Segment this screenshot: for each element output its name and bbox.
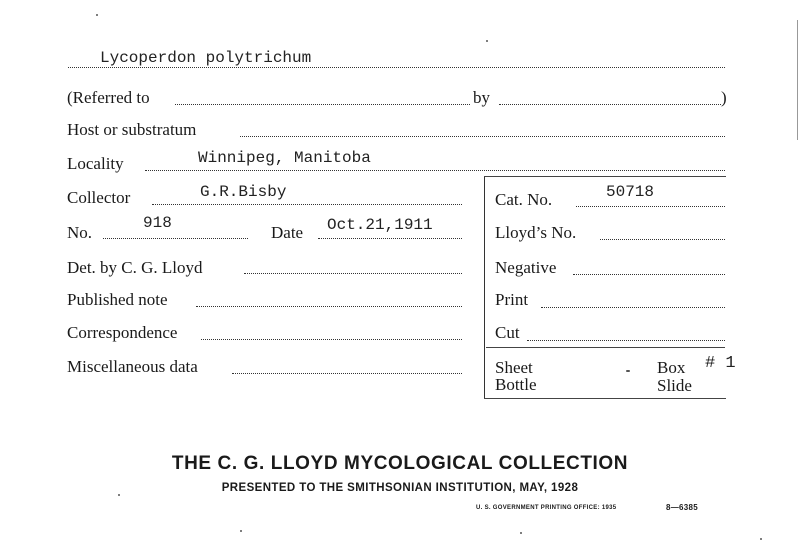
correspondence-line (201, 339, 462, 340)
print-label: Print (495, 290, 529, 309)
referred-to-label: (Referred to (67, 88, 150, 107)
slide-label: Slide (657, 376, 692, 395)
published-note-label: Published note (67, 290, 168, 309)
date-label: Date (271, 223, 304, 242)
by-label: by (473, 88, 490, 107)
scan-speck (520, 532, 522, 534)
negative-label: Negative (495, 258, 557, 277)
lloyds-no-line (600, 239, 725, 240)
number-line (103, 238, 248, 239)
correspondence-label: Correspondence (67, 323, 178, 342)
cut-underline (486, 347, 725, 348)
scan-speck (486, 40, 488, 42)
cut-line (527, 340, 725, 341)
det-by-line (244, 273, 462, 274)
locality-value: Winnipeg, Manitoba (198, 149, 371, 167)
name-line (68, 67, 725, 68)
scan-speck (760, 538, 762, 540)
collection-subtitle: PRESENTED TO THE SMITHSONIAN INSTITUTION, MAY, 1928 (221, 482, 579, 494)
printer-imprint: U. S. GOVERNMENT PRINTING OFFICE: 1935 (476, 505, 617, 511)
date-value: Oct.21,1911 (327, 216, 433, 234)
det-by-label: Det. by C. G. Lloyd (67, 258, 203, 277)
misc-label: Miscellaneous data (67, 357, 198, 376)
cut-label: Cut (495, 323, 520, 342)
collector-label: Collector (67, 188, 131, 207)
box-value: # 1 (705, 354, 736, 373)
cat-no-label: Cat. No. (495, 190, 553, 209)
scan-speck (96, 14, 98, 16)
locality-line (145, 170, 725, 171)
referred-to-line (175, 104, 470, 105)
number-value: 918 (143, 214, 172, 232)
bottle-label: Bottle (495, 375, 537, 394)
close-paren: ) (721, 88, 727, 107)
no-label: No. (67, 223, 93, 242)
collector-line (152, 204, 462, 205)
collection-title: THE C. G. LLOYD MYCOLOGICAL COLLECTION (171, 453, 629, 474)
cat-no-line (576, 206, 725, 207)
scan-speck (240, 530, 242, 532)
collector-value: G.R.Bisby (200, 183, 287, 201)
cat-no-value: 50718 (606, 183, 655, 201)
panel-bottom-border (484, 398, 726, 399)
date-line (318, 238, 462, 239)
box-label: Box (657, 358, 686, 377)
locality-label: Locality (67, 154, 124, 173)
sheet-label: Sheet (495, 358, 533, 377)
panel-left-border (484, 176, 485, 398)
print-line (541, 307, 725, 308)
scan-edge (797, 20, 798, 140)
scan-speck (118, 494, 120, 496)
form-number: 8—6385 (666, 503, 699, 512)
pencil-mark (626, 370, 630, 372)
misc-line (232, 373, 462, 374)
host-line (240, 136, 725, 137)
published-note-line (196, 306, 462, 307)
by-line (499, 104, 721, 105)
negative-line (573, 274, 725, 275)
lloyds-no-label: Lloyd’s No. (495, 223, 577, 242)
panel-top-border (484, 176, 726, 177)
specimen-name: Lycoperdon polytrichum (100, 49, 312, 67)
host-label: Host or substratum (67, 120, 197, 139)
